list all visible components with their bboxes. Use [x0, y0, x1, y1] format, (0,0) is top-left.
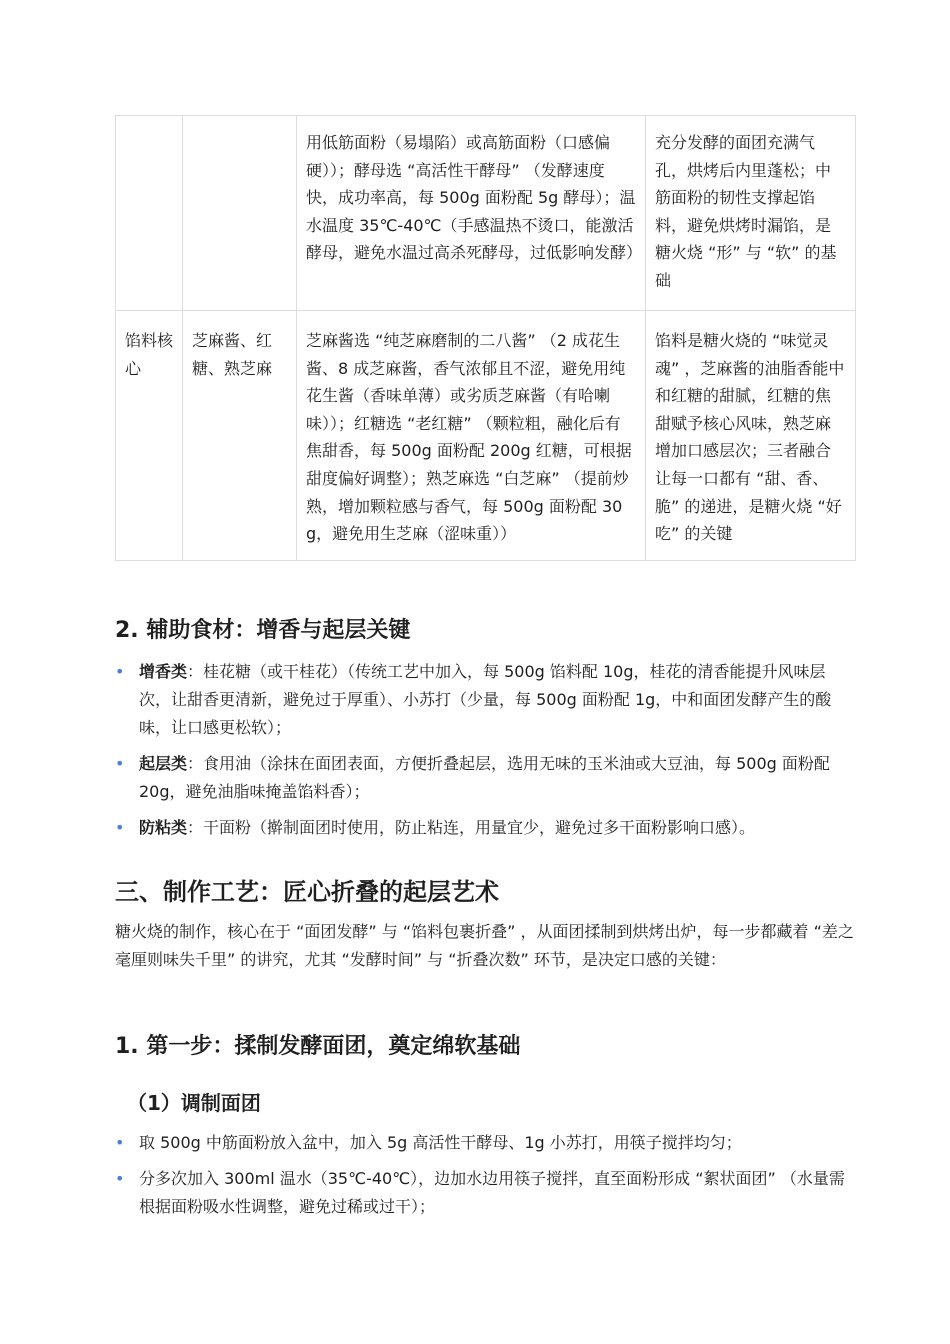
list-item: [115, 1129, 855, 1157]
list-item: [115, 658, 855, 742]
bullet-icon: •: [115, 1133, 125, 1152]
bullet-icon: •: [115, 662, 125, 681]
table-cell-ingredient: 芝麻酱、红糖、熟芝麻: [183, 311, 297, 561]
list-item-text: ：干面粉（擀制面团时使用，防止粘连，用量宜少，避免过多干面粉影响口感）。: [187, 818, 756, 837]
list-item-label: 起层类: [139, 754, 188, 773]
section-heading-auxiliary: 2. 辅助食材：增香与起层关键: [115, 618, 411, 643]
table-cell-selection: 用低筋面粉（易塌陷）或高筋面粉（口感偏硬））；酵母选 “高活性干酵母” （发酵速度快，成功率高，每 500g 面粉配 5g 酵母）；温水温度 35℃-40℃（手感温热不烫口，能激活酵母，避免水温过高杀死酵母，过低影响发酵）: [297, 116, 646, 311]
table-cell-category: [116, 116, 183, 311]
dough-steps-list: [115, 1129, 855, 1229]
table-row: [116, 116, 856, 311]
sub1-heading: （1）调制面团: [127, 1091, 261, 1115]
section-heading-process: 三、制作工艺：匠心折叠的起层艺术: [115, 878, 499, 906]
ingredients-table: [115, 115, 856, 561]
table-cell-category: 馅料核心: [116, 311, 183, 561]
table-cell-role: 馅料是糖火烧的 “味觉灵魂” ，芝麻酱的油脂香能中和红糖的甜腻，红糖的焦甜赋予核心风味，熟芝麻增加口感层次；三者融合让每一口都有 “甜、香、脆” 的递进，是糖火烧 “好吃” 的关键: [646, 311, 856, 561]
list-item: [115, 1165, 855, 1221]
list-item-text: 取 500g 中筋面粉放入盆中，加入 5g 高活性干酵母、1g 小苏打，用筷子搅拌均匀；: [139, 1133, 742, 1152]
list-item: [115, 750, 855, 806]
list-item-text: ：食用油（涂抹在面团表面，方便折叠起层，选用无味的玉米油或大豆油，每 500g 面粉配 20g，避免油脂味掩盖馅料香）；: [139, 754, 830, 801]
document-page: [115, 115, 855, 1216]
bullet-icon: •: [115, 1169, 125, 1188]
intro-paragraph: 糖火烧的制作，核心在于 “面团发酵” 与 “馅料包裹折叠” ，从面团揉制到烘烤出炉，每一步都藏着 “差之毫厘则味失千里” 的讲究，尤其 “发酵时间” 与 “折叠次数” 环节，是决定口感的关键：: [115, 922, 854, 969]
table-row: [116, 311, 856, 561]
table-cell-selection: 芝麻酱选 “纯芝麻磨制的二八酱” （2 成花生酱、8 成芝麻酱，香气浓郁且不涩，避免用纯花生酱（香味单薄）或劣质芝麻酱（有哈喇味））；红糖选 “老红糖” （颗粒粗，融化后有焦甜香，每 500g 面粉配 200g 红糖，可根据甜度偏好调整）；熟芝麻选 “白芝麻” （提前炒熟，增加颗粒感与香气，每 500g 面粉配 30g，避免用生芝麻（涩味重））: [297, 311, 646, 561]
table-cell-role: 充分发酵的面团充满气孔，烘烤后内里蓬松；中筋面粉的韧性支撑起馅料，避免烘烤时漏馅，是糖火烧 “形” 与 “软” 的基础: [646, 116, 856, 311]
step1-heading: 1. 第一步：揉制发酵面团，奠定绵软基础: [115, 1034, 521, 1059]
bullet-icon: •: [115, 754, 125, 773]
table-cell-ingredient: [183, 116, 297, 311]
list-item-label: 增香类: [139, 662, 188, 681]
list-item-text: 分多次加入 300ml 温水（35℃-40℃），边加水边用筷子搅拌，直至面粉形成 “絮状面团” （水量需根据面粉吸水性调整，避免过稀或过干）；: [139, 1169, 845, 1216]
list-item-text: ：桂花糖（或干桂花）（传统工艺中加入，每 500g 馅料配 10g，桂花的清香能提升风味层次，让甜香更清新，避免过于厚重）、小苏打（少量，每 500g 面粉配 1g，中和面团发酵产生的酸味，让口感更松软）；: [139, 662, 832, 737]
bullet-icon: •: [115, 818, 125, 837]
list-item-label: 防粘类: [139, 818, 188, 837]
list-item: [115, 814, 855, 842]
auxiliary-list: [115, 658, 855, 850]
